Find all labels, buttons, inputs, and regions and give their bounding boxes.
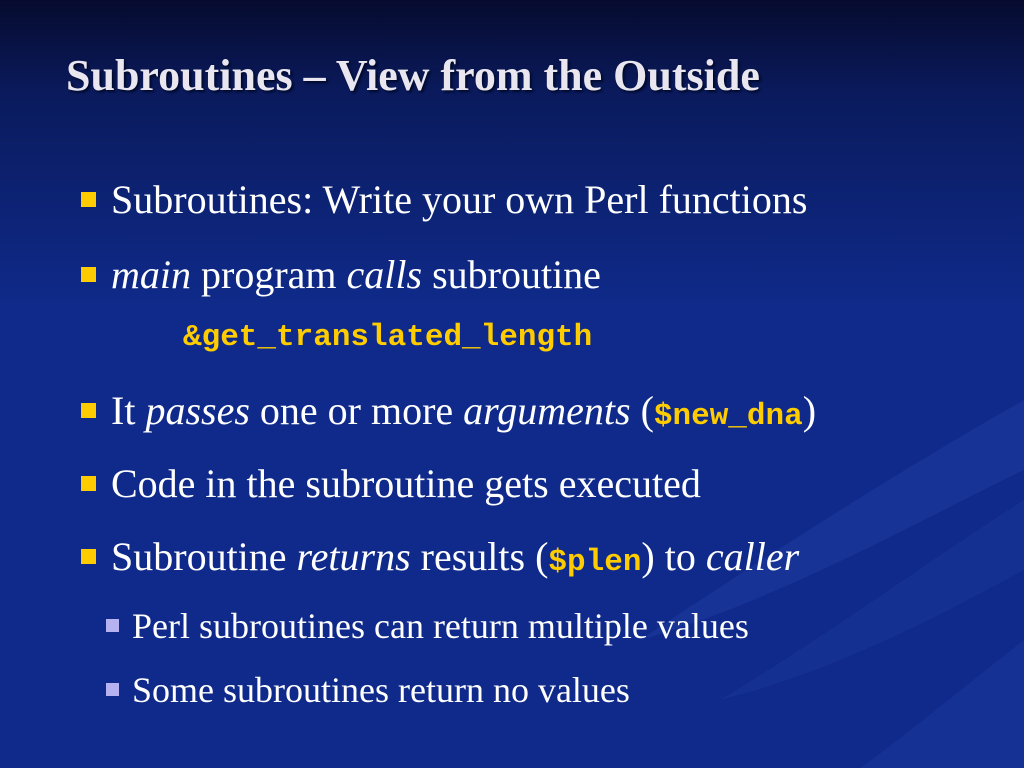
sub-bullet-item-multiple-values (106, 604, 749, 648)
sub-bullet-item-no-values (106, 668, 630, 712)
emphasis-returns: returns (296, 534, 411, 579)
code-plen: $plen (548, 545, 642, 580)
emphasis-main: main (111, 252, 191, 297)
bullet-item-code-executed (81, 460, 701, 508)
bullet-text: subroutine (422, 252, 601, 297)
bullet-item-returns-results (81, 533, 799, 587)
bullet-text: program (191, 252, 347, 297)
square-bullet-icon (81, 403, 96, 418)
square-bullet-icon (81, 192, 96, 207)
code-new-dna: $new_dna (653, 399, 803, 434)
square-bullet-icon (81, 267, 96, 282)
square-bullet-icon (106, 683, 119, 696)
code-subroutine-name: &get_translated_length (183, 320, 593, 355)
bullet-text: ( (630, 388, 654, 433)
emphasis-passes: passes (145, 388, 250, 433)
bullet-text: ) to (641, 534, 706, 579)
bullet-text: Code in the subroutine gets executed (111, 461, 701, 506)
bullet-item-main-calls (81, 251, 601, 299)
square-bullet-icon (106, 619, 119, 632)
slide-title: Subroutines – View from the Outside (66, 51, 760, 100)
bullet-item-passes-arguments (81, 387, 816, 441)
emphasis-caller: caller (705, 534, 800, 579)
bullet-text: It (111, 388, 146, 433)
square-bullet-icon (81, 476, 96, 491)
square-bullet-icon (81, 549, 96, 564)
emphasis-arguments: arguments (463, 388, 631, 433)
bullet-text: Subroutine (111, 534, 297, 579)
bullet-text: Subroutines: Write your own Perl functions (111, 177, 808, 222)
bullet-text: Perl subroutines can return multiple values (132, 606, 749, 646)
bullet-text: ) (802, 388, 817, 433)
bullet-text: one or more (249, 388, 464, 433)
bullet-text: Some subroutines return no values (132, 670, 630, 710)
bullet-item-subroutines (81, 176, 807, 224)
bullet-text: results ( (410, 534, 549, 579)
emphasis-calls: calls (346, 252, 423, 297)
